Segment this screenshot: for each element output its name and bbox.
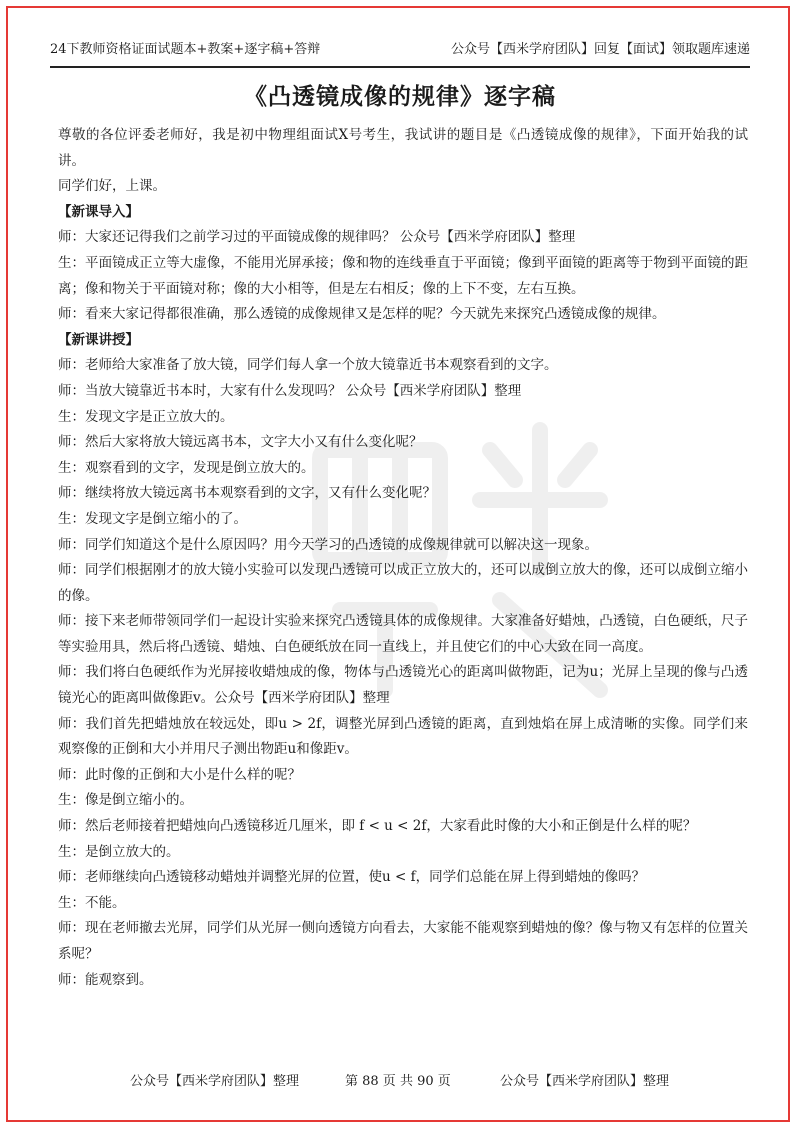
paragraph: 师：我们将白色硬纸作为光屏接收蜡烛成的像，物体与凸透镜光心的距离叫做物距，记为u；光屏上呈现的像与凸透镜光心的距离叫做像距v。公众号【西米学府团队】整理	[58, 664, 748, 707]
paragraph: 师：老师给大家准备了放大镜，同学们每人拿一个放大镜靠近书本观察看到的文字。	[58, 357, 558, 374]
paragraph: 师：接下来老师带领同学们一起设计实验来探究凸透镜具体的成像规律。大家准备好蜡烛，凸透镜，白色硬纸，尺子等实验用具，然后将凸透镜、蜡烛、白色硬纸放在同一直线上，并且使它们的中心大致在同一高度。	[58, 613, 748, 655]
paragraph: 师：现在老师撤去光屏，同学们从光屏一侧向透镜方向看去，大家能不能观察到蜡烛的像？像与物又有怎样的位置关系呢？	[58, 920, 748, 962]
paragraph: 生：观察看到的文字，发现是倒立放大的。	[58, 459, 315, 476]
paragraph: 师：同学们根据刚才的放大镜小实验可以发现凸透镜可以成正立放大的，还可以成倒立放大的像，还可以成倒立缩小的像。	[58, 562, 748, 604]
paragraph: 同学们好，上课。	[58, 178, 166, 195]
section-heading: 【新课讲授】	[58, 331, 139, 348]
paragraph: 生：不能。	[58, 894, 126, 911]
paragraph: 生：发现文字是倒立缩小的了。	[58, 510, 247, 527]
paragraph: 师：然后大家将放大镜远离书本，文字大小又有什么变化呢？	[58, 434, 423, 451]
page-footer	[0, 1072, 800, 1092]
paragraph: 生：平面镜成正立等大虚像，不能用光屏承接；像和物的连线垂直于平面镜；像到平面镜的距离等于物到平面镜的距离；像和物关于平面镜对称；像的大小相等，但是左右相反；像的上下不变，左右互换。	[58, 254, 748, 297]
paragraph: 师：大家还记得我们之前学习过的平面镜成像的规律吗？ 公众号【西米学府团队】整理	[58, 229, 576, 246]
paragraph: 师：能观察到。	[58, 971, 153, 988]
paragraph: 生：是倒立放大的。	[58, 843, 180, 860]
paragraph: 尊敬的各位评委老师好，我是初中物理组面试X号考生，我试讲的题目是《凸透镜成像的规律》，下面开始我的试讲。	[58, 127, 748, 169]
paragraph: 师：同学们知道这个是什么原因吗？用今天学习的凸透镜的成像规律就可以解决这一现象。	[58, 536, 598, 553]
page-header	[50, 40, 750, 68]
header-right-text: 公众号【西米学府团队】回复【面试】领取题库速递	[450, 42, 750, 57]
paragraph: 师：老师继续向凸透镜移动蜡烛并调整光屏的位置，使u < f，同学们总能在屏上得到蜡烛的像吗？	[58, 869, 646, 886]
paragraph: 师：看来大家记得都很准确，那么透镜的成像规律又是怎样的呢？今天就先来探究凸透镜成像的规律。	[58, 306, 666, 323]
footer-right-text: 公众号【西米学府团队】整理	[500, 1074, 670, 1089]
footer-left-text: 公众号【西米学府团队】整理	[130, 1074, 300, 1089]
header-left-text: 24下教师资格证面试题本+教案+逐字稿+答辩	[50, 42, 321, 57]
page-number: 第 88 页 共 90 页	[345, 1074, 451, 1089]
paragraph: 师：当放大镜靠近书本时，大家有什么发现吗？ 公众号【西米学府团队】整理	[58, 382, 522, 399]
paragraph: 师：然后老师接着把蜡烛向凸透镜移近几厘米，即 f < u < 2f，大家看此时像的大小和正倒是什么样的呢？	[58, 818, 697, 835]
section-heading: 【新课导入】	[58, 203, 139, 220]
paragraph: 师：此时像的正倒和大小是什么样的呢？	[58, 766, 301, 783]
paragraph: 师：我们首先把蜡烛放在较远处，即u > 2f，调整光屏到凸透镜的距离，直到烛焰在屏上成清晰的实像。同学们来观察像的正倒和大小并用尺子测出物距u和像距v。	[58, 715, 748, 758]
document-body	[58, 123, 748, 993]
paragraph: 师：继续将放大镜远离书本观察看到的文字，又有什么变化呢？	[58, 485, 436, 502]
paragraph: 生：发现文字是正立放大的。	[58, 408, 234, 425]
paragraph: 生：像是倒立缩小的。	[58, 792, 193, 809]
document-title: 《凸透镜成像的规律》逐字稿	[244, 83, 556, 110]
